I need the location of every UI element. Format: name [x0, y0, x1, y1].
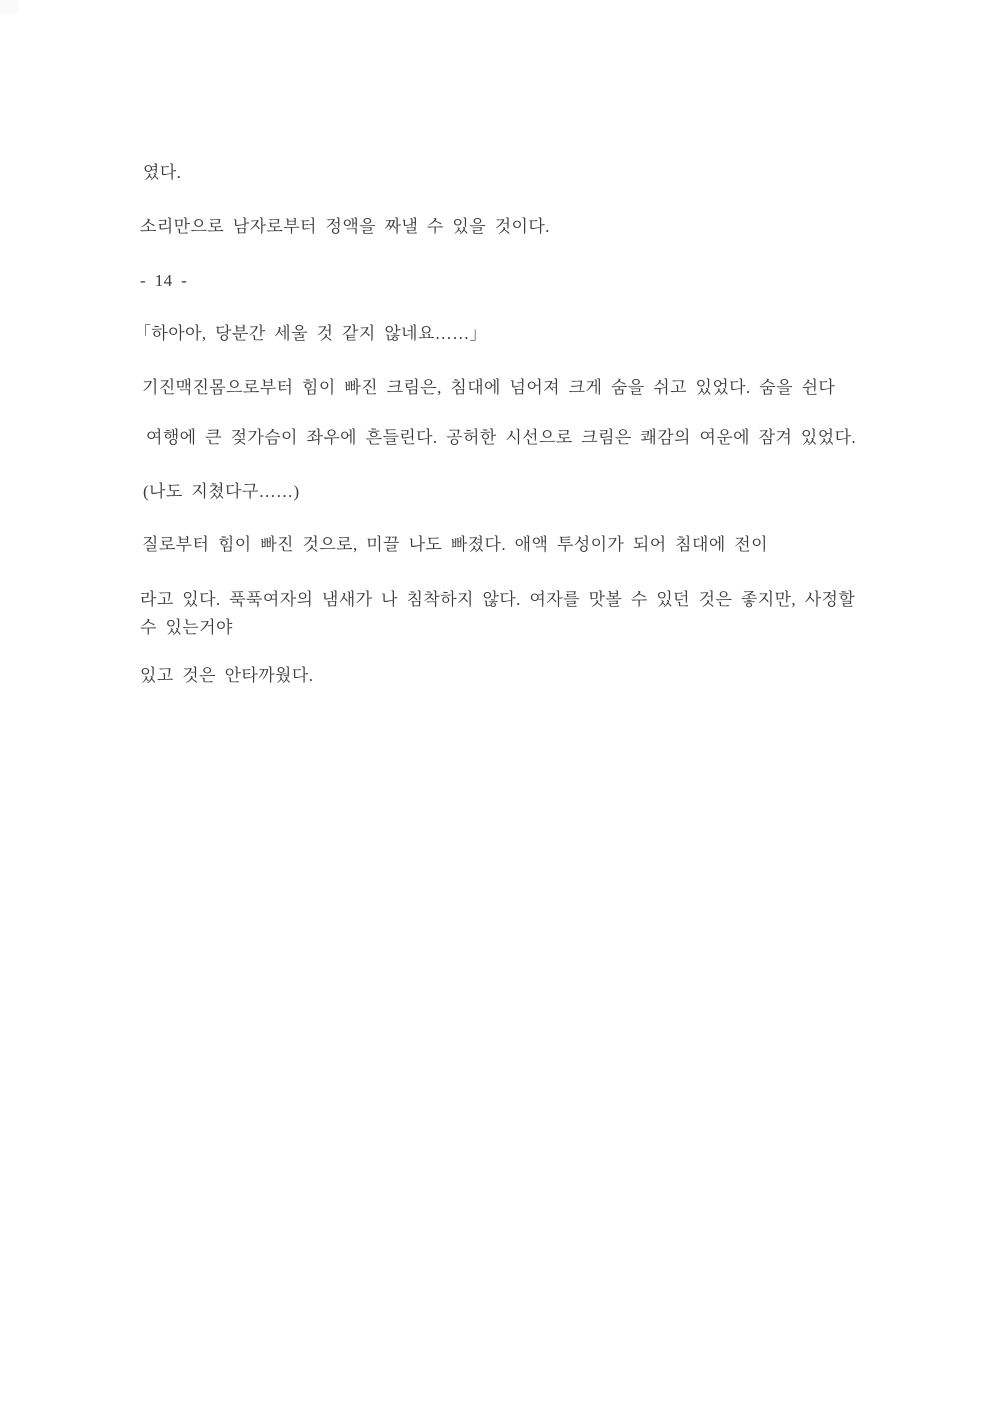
text-line: 여행에 큰 젖가슴이 좌우에 흔들린다. 공허한 시선으로 크림은 쾌감의 여운에 잠겨 있었다.	[146, 428, 857, 447]
text-line: 기진맥진몸으로부터 힘이 빠진 크림은, 침대에 넘어져 크게 숨을 쉬고 있었다. 숨을 쉰다	[142, 378, 836, 397]
text-line: 질로부터 힘이 빠진 것으로, 미끌 나도 빠졌다. 애액 투성이가 되어 침대에 전이	[142, 535, 768, 554]
text-line: (나도 지쳤다구……)	[143, 482, 300, 501]
page-number: - 14 -	[140, 271, 188, 290]
corner-artifact	[0, 0, 18, 14]
text-line: 「하아아, 당분간 세울 것 같지 않네요……」	[134, 324, 488, 343]
text-line: 라고 있다. 푹푹여자의 냄새가 나 침착하지 않다. 여자를 맛볼 수 있던 것은 좋지만, 사정할	[140, 590, 856, 609]
text-line: 있고 것은 안타까웠다.	[140, 666, 314, 685]
text-line: 였다.	[143, 163, 182, 182]
text-line: 소리만으로 남자로부터 정액을 짜낼 수 있을 것이다.	[140, 217, 550, 236]
text-line: 수 있는거야	[140, 618, 233, 637]
